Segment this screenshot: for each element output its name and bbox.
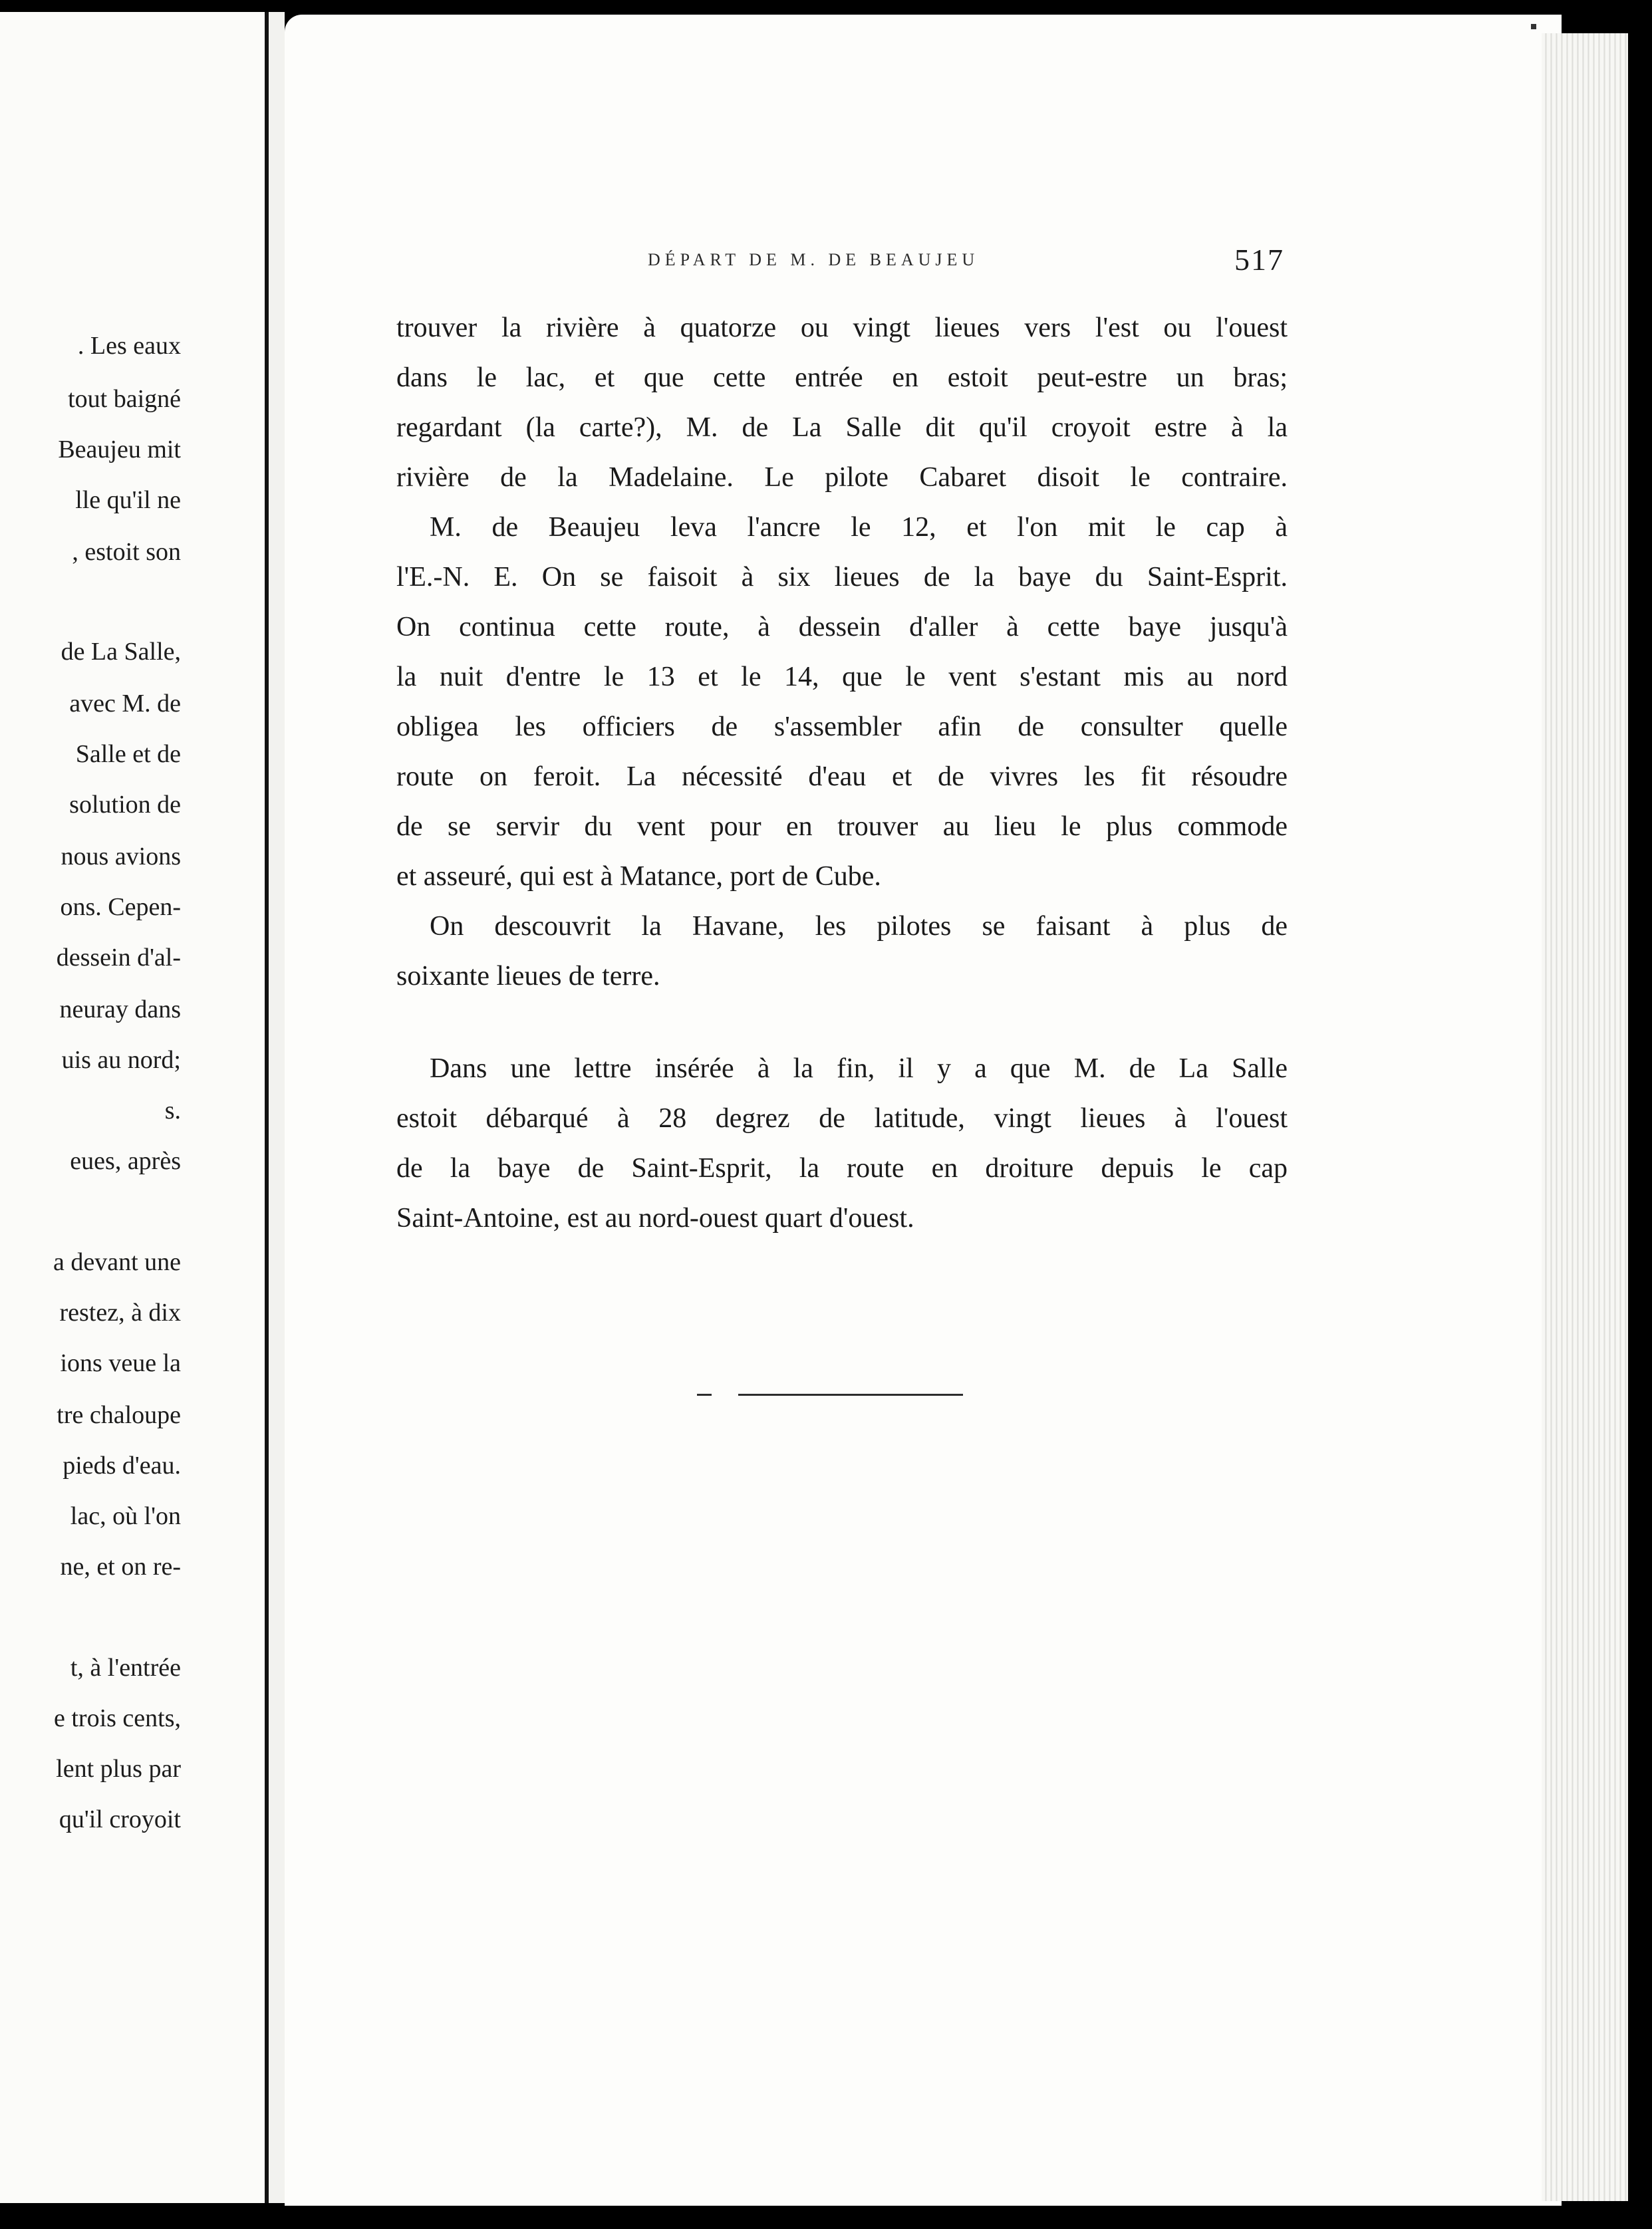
text-line: obligea les officiers de s'assembler afin de consulter quelle [396, 712, 1288, 742]
page-edges [1542, 33, 1628, 2201]
left-page-line: ne, et on re- [60, 1553, 181, 1581]
left-page-line: avec M. de [69, 690, 181, 718]
left-page-line: uis au nord; [61, 1046, 181, 1074]
page-number: 517 [1234, 243, 1284, 277]
left-page-line: de La Salle, [61, 638, 181, 666]
text-line: Dans une lettre insérée à la fin, il y a que M. de La Salle [430, 1053, 1288, 1084]
left-page-line: ions veue la [60, 1349, 181, 1377]
left-page-line: Salle et de [75, 740, 181, 768]
left-page-line: solution de [69, 791, 181, 819]
left-page-line: e trois cents, [53, 1704, 181, 1732]
left-page-line: , estoit son [72, 538, 181, 566]
text-line: de la baye de Saint-Esprit, la route en droiture depuis le cap [396, 1153, 1288, 1184]
text-line: trouver la rivière à quatorze ou vingt lieues vers l'est ou l'ouest [396, 313, 1288, 343]
text-line: soixante lieues de terre. [396, 961, 660, 991]
text-line: dans le lac, et que cette entrée en estoit peut-estre un bras; [396, 362, 1288, 393]
left-page-line: qu'il croyoit [59, 1805, 181, 1833]
text-line: M. de Beaujeu leva l'ancre le 12, et l'on mit le cap à [430, 512, 1288, 543]
text-line: route on feroit. La nécessité d'eau et de vivres les fit résoudre [396, 761, 1288, 792]
left-page-line: dessein d'al- [56, 944, 181, 972]
paragraph-4 [396, 1044, 1288, 1244]
left-page-line: restez, à dix [59, 1299, 181, 1327]
left-page-line: tre chaloupe [57, 1401, 181, 1429]
text-line: On continua cette route, à dessein d'aller à cette baye jusqu'à [396, 612, 1288, 642]
text-line: la nuit d'entre le 13 et le 14, que le vent s'estant mis au nord [396, 662, 1288, 692]
text-line: rivière de la Madelaine. Le pilote Cabaret disoit le contraire. [396, 462, 1288, 493]
left-page-line: Beaujeu mit [58, 436, 181, 463]
left-page-line: t, à l'entrée [70, 1654, 181, 1682]
text-line: et asseuré, qui est à Matance, port de Cube. [396, 861, 881, 892]
left-page-line: pieds d'eau. [63, 1452, 181, 1480]
left-page [0, 12, 265, 2203]
text-line: l'E.-N. E. On se faisoit à six lieues de la baye du Saint-Esprit. [396, 562, 1288, 592]
page-header [354, 243, 1285, 286]
paragraph-3 [396, 902, 1288, 1001]
gutter-margin [269, 12, 285, 2203]
left-page-line: lle qu'il ne [75, 486, 181, 514]
left-page-line: a devant une [53, 1248, 181, 1276]
left-page-line: tout baigné [68, 385, 181, 413]
text-line: estoit débarqué à 28 degrez de latitude, vingt lieues à l'ouest [396, 1103, 1288, 1134]
closing-rule-break [712, 1392, 738, 1397]
left-page-line: . Les eaux [77, 332, 181, 360]
left-page-line: neuray dans [59, 995, 181, 1023]
left-page-line: s. [164, 1097, 181, 1124]
text-line: On descouvrit la Havane, les pilotes se faisant à plus de [430, 911, 1288, 942]
left-page-line: lac, où l'on [70, 1502, 181, 1530]
left-page-line: eues, après [70, 1147, 181, 1175]
left-page-line: ons. Cepen- [60, 893, 181, 921]
paragraph-2 [396, 503, 1288, 902]
running-title: DÉPART DE M. DE BEAUJEU [648, 250, 980, 269]
text-line: Saint-Antoine, est au nord-ouest quart d'ouest. [396, 1203, 914, 1234]
page-body [396, 303, 1288, 1244]
scan-mark [1531, 24, 1536, 29]
left-page-line: nous avions [61, 843, 181, 870]
text-line: de se servir du vent pour en trouver au lieu le plus commode [396, 811, 1288, 842]
text-line: regardant (la carte?), M. de La Salle dit qu'il croyoit estre à la [396, 412, 1288, 443]
left-page-line: lent plus par [56, 1755, 181, 1783]
paragraph-1 [396, 303, 1288, 503]
